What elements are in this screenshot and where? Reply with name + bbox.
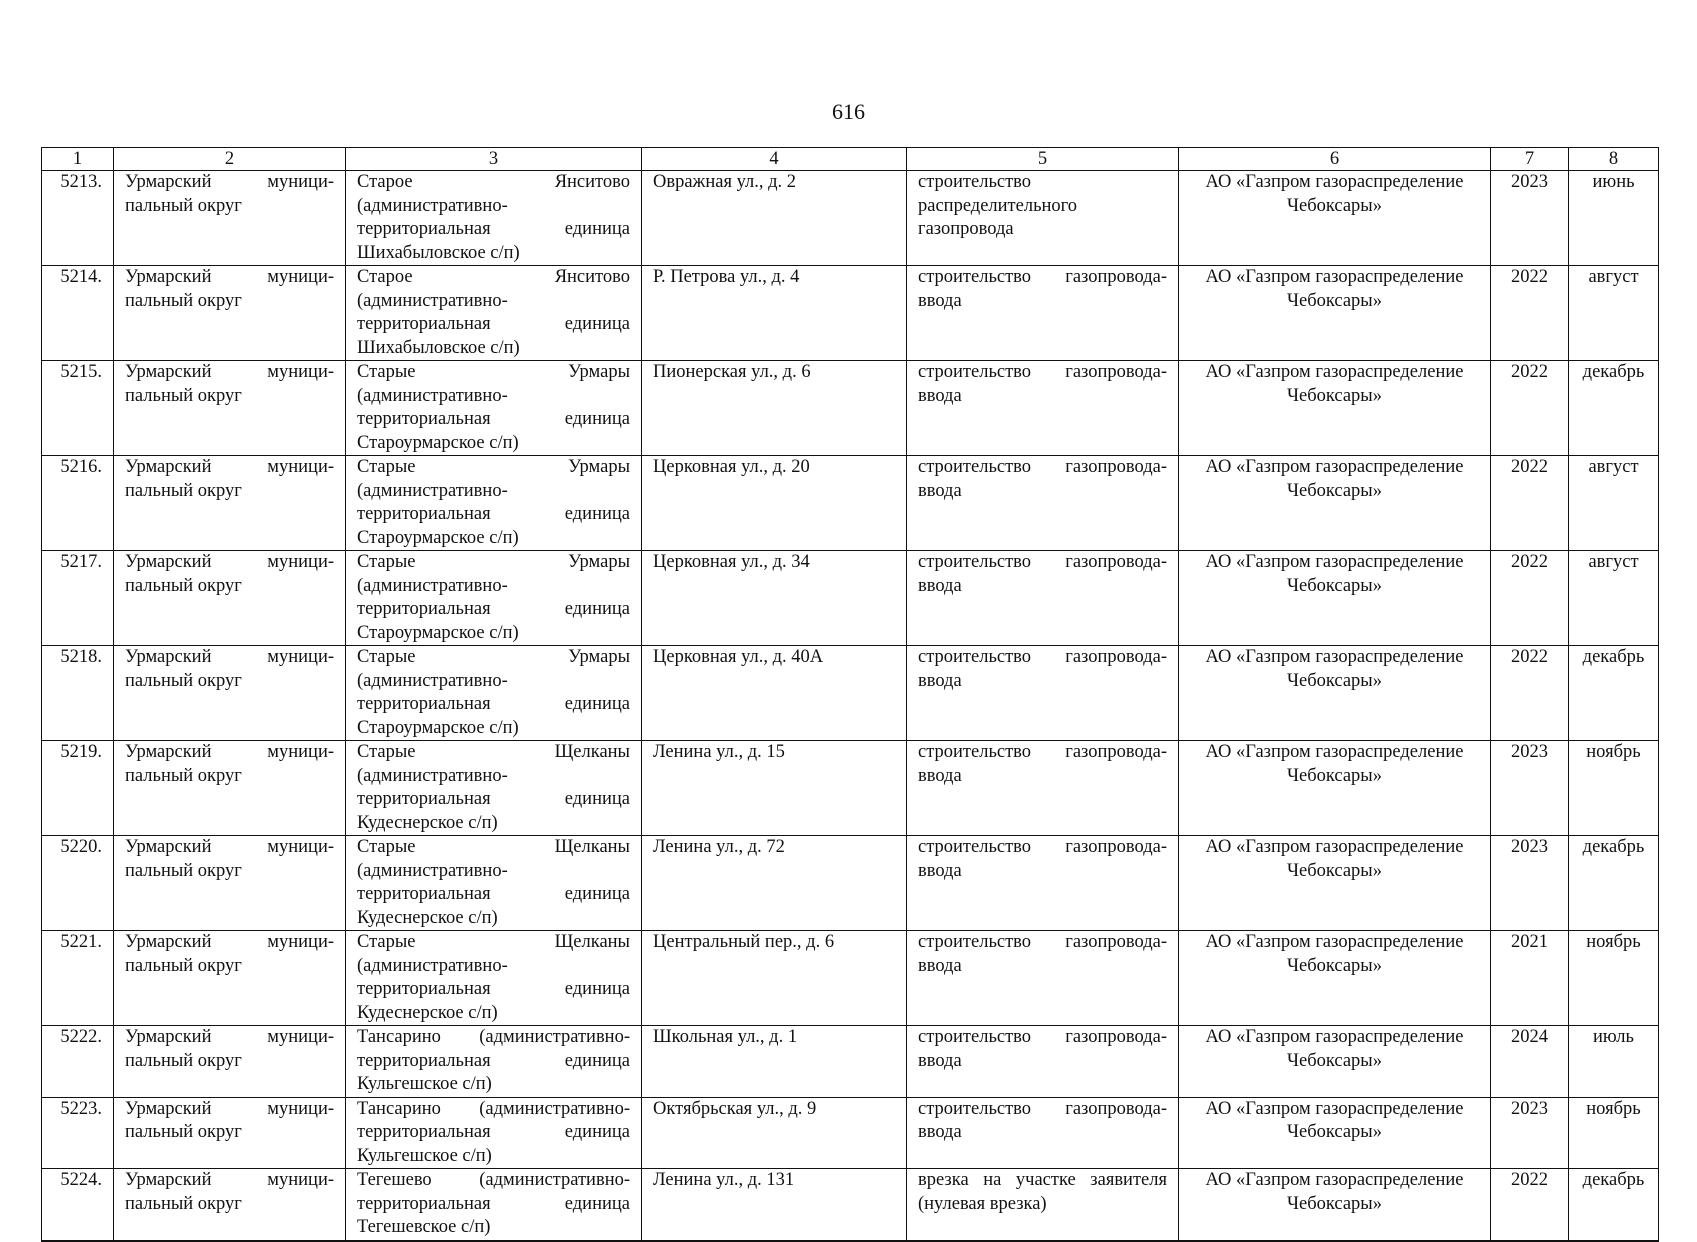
row-number: 5220. (42, 836, 114, 931)
settlement-cell: Старые Урмары (административно-территориальная единица Староурмарское с/п) (346, 361, 642, 456)
table-row (42, 456, 1659, 551)
address-cell: Ленина ул., д. 15 (642, 741, 907, 836)
district-cell: Урмарский муници-пальный округ (114, 361, 346, 456)
month-cell: ноябрь (1569, 931, 1659, 1026)
table-header (42, 148, 1659, 171)
work-type-cell: строительство газопровода-ввода (907, 646, 1179, 741)
table-body (42, 171, 1659, 1241)
year-cell: 2023 (1491, 836, 1569, 931)
settlement-cell: Старые Щелканы (административно-территориальная единица Кудеснерское с/п) (346, 741, 642, 836)
year-cell: 2023 (1491, 741, 1569, 836)
organization-cell: АО «Газпром газораспределение Чебоксары» (1179, 361, 1491, 456)
work-type-cell: строительство газопровода-ввода (907, 1026, 1179, 1098)
settlement-cell: Тегешево (административно-территориальная единица Тегешевское с/п) (346, 1169, 642, 1241)
district-cell: Урмарский муници-пальный округ (114, 1097, 346, 1169)
settlement-cell: Старое Янситово (административно-территориальная единица Шихабыловское с/п) (346, 171, 642, 266)
header-col-6: 6 (1179, 148, 1491, 171)
district-cell: Урмарский муници-пальный округ (114, 1026, 346, 1098)
header-col-7: 7 (1491, 148, 1569, 171)
gasification-table (41, 147, 1659, 1242)
organization-cell: АО «Газпром газораспределение Чебоксары» (1179, 1169, 1491, 1241)
row-number: 5217. (42, 551, 114, 646)
district-cell: Урмарский муници-пальный округ (114, 741, 346, 836)
address-cell: Школьная ул., д. 1 (642, 1026, 907, 1098)
row-number: 5216. (42, 456, 114, 551)
header-col-2: 2 (114, 148, 346, 171)
address-cell: Церковная ул., д. 34 (642, 551, 907, 646)
settlement-cell: Старые Щелканы (административно-территориальная единица Кудеснерское с/п) (346, 836, 642, 931)
row-number: 5213. (42, 171, 114, 266)
month-cell: июль (1569, 1026, 1659, 1098)
table-row (42, 741, 1659, 836)
month-cell: июнь (1569, 171, 1659, 266)
address-cell: Р. Петрова ул., д. 4 (642, 266, 907, 361)
row-number: 5218. (42, 646, 114, 741)
table-row (42, 836, 1659, 931)
work-type-cell: строительство газопровода-ввода (907, 1097, 1179, 1169)
month-cell: август (1569, 266, 1659, 361)
district-cell: Урмарский муници-пальный округ (114, 1169, 346, 1241)
header-row (42, 148, 1659, 171)
address-cell: Центральный пер., д. 6 (642, 931, 907, 1026)
row-number: 5215. (42, 361, 114, 456)
table-row (42, 931, 1659, 1026)
organization-cell: АО «Газпром газораспределение Чебоксары» (1179, 551, 1491, 646)
row-number: 5221. (42, 931, 114, 1026)
settlement-cell: Старые Урмары (административно-территориальная единица Староурмарское с/п) (346, 551, 642, 646)
month-cell: ноябрь (1569, 1097, 1659, 1169)
year-cell: 2023 (1491, 1097, 1569, 1169)
year-cell: 2022 (1491, 646, 1569, 741)
district-cell: Урмарский муници-пальный округ (114, 171, 346, 266)
header-col-4: 4 (642, 148, 907, 171)
header-col-8: 8 (1569, 148, 1659, 171)
work-type-cell: врезка на участке заявителя (нулевая врезка) (907, 1169, 1179, 1241)
month-cell: декабрь (1569, 361, 1659, 456)
district-cell: Урмарский муници-пальный округ (114, 646, 346, 741)
month-cell: декабрь (1569, 646, 1659, 741)
year-cell: 2022 (1491, 266, 1569, 361)
district-cell: Урмарский муници-пальный округ (114, 836, 346, 931)
year-cell: 2022 (1491, 456, 1569, 551)
table-row (42, 171, 1659, 266)
header-col-1: 1 (42, 148, 114, 171)
year-cell: 2022 (1491, 361, 1569, 456)
settlement-cell: Тансарино (административно-территориальная единица Кульгешское с/п) (346, 1026, 642, 1098)
address-cell: Ленина ул., д. 131 (642, 1169, 907, 1241)
row-number: 5224. (42, 1169, 114, 1241)
header-col-5: 5 (907, 148, 1179, 171)
address-cell: Пионерская ул., д. 6 (642, 361, 907, 456)
table-row (42, 1097, 1659, 1169)
settlement-cell: Старые Щелканы (административно-территориальная единица Кудеснерское с/п) (346, 931, 642, 1026)
month-cell: ноябрь (1569, 741, 1659, 836)
table-row (42, 361, 1659, 456)
district-cell: Урмарский муници-пальный округ (114, 931, 346, 1026)
settlement-cell: Тансарино (административно-территориальная единица Кульгешское с/п) (346, 1097, 642, 1169)
year-cell: 2022 (1491, 1169, 1569, 1241)
organization-cell: АО «Газпром газораспределение Чебоксары» (1179, 836, 1491, 931)
organization-cell: АО «Газпром газораспределение Чебоксары» (1179, 646, 1491, 741)
page-number: 616 (832, 99, 865, 124)
organization-cell: АО «Газпром газораспределение Чебоксары» (1179, 741, 1491, 836)
year-cell: 2024 (1491, 1026, 1569, 1098)
address-cell: Ленина ул., д. 72 (642, 836, 907, 931)
settlement-cell: Старые Урмары (административно-территориальная единица Староурмарское с/п) (346, 646, 642, 741)
row-number: 5223. (42, 1097, 114, 1169)
organization-cell: АО «Газпром газораспределение Чебоксары» (1179, 1026, 1491, 1098)
settlement-cell: Старое Янситово (административно-территориальная единица Шихабыловское с/п) (346, 266, 642, 361)
work-type-cell: строительство газопровода-ввода (907, 361, 1179, 456)
organization-cell: АО «Газпром газораспределение Чебоксары» (1179, 931, 1491, 1026)
district-cell: Урмарский муници-пальный округ (114, 266, 346, 361)
settlement-cell: Старые Урмары (административно-территориальная единица Староурмарское с/п) (346, 456, 642, 551)
organization-cell: АО «Газпром газораспределение Чебоксары» (1179, 456, 1491, 551)
work-type-cell: строительство газопровода-ввода (907, 741, 1179, 836)
work-type-cell: строительство распределительного газопровода (907, 171, 1179, 266)
organization-cell: АО «Газпром газораспределение Чебоксары» (1179, 171, 1491, 266)
address-cell: Церковная ул., д. 20 (642, 456, 907, 551)
row-number: 5219. (42, 741, 114, 836)
month-cell: декабрь (1569, 1169, 1659, 1241)
work-type-cell: строительство газопровода-ввода (907, 266, 1179, 361)
work-type-cell: строительство газопровода-ввода (907, 931, 1179, 1026)
month-cell: август (1569, 456, 1659, 551)
work-type-cell: строительство газопровода-ввода (907, 456, 1179, 551)
month-cell: август (1569, 551, 1659, 646)
organization-cell: АО «Газпром газораспределение Чебоксары» (1179, 1097, 1491, 1169)
district-cell: Урмарский муници-пальный округ (114, 456, 346, 551)
address-cell: Овражная ул., д. 2 (642, 171, 907, 266)
table-row (42, 1169, 1659, 1241)
table-row (42, 266, 1659, 361)
month-cell: декабрь (1569, 836, 1659, 931)
year-cell: 2022 (1491, 551, 1569, 646)
address-cell: Церковная ул., д. 40А (642, 646, 907, 741)
district-cell: Урмарский муници-пальный округ (114, 551, 346, 646)
address-cell: Октябрьская ул., д. 9 (642, 1097, 907, 1169)
table-row (42, 1026, 1659, 1098)
year-cell: 2021 (1491, 931, 1569, 1026)
year-cell: 2023 (1491, 171, 1569, 266)
row-number: 5214. (42, 266, 114, 361)
work-type-cell: строительство газопровода-ввода (907, 836, 1179, 931)
header-col-3: 3 (346, 148, 642, 171)
organization-cell: АО «Газпром газораспределение Чебоксары» (1179, 266, 1491, 361)
row-number: 5222. (42, 1026, 114, 1098)
work-type-cell: строительство газопровода-ввода (907, 551, 1179, 646)
table-row (42, 646, 1659, 741)
table-row (42, 551, 1659, 646)
